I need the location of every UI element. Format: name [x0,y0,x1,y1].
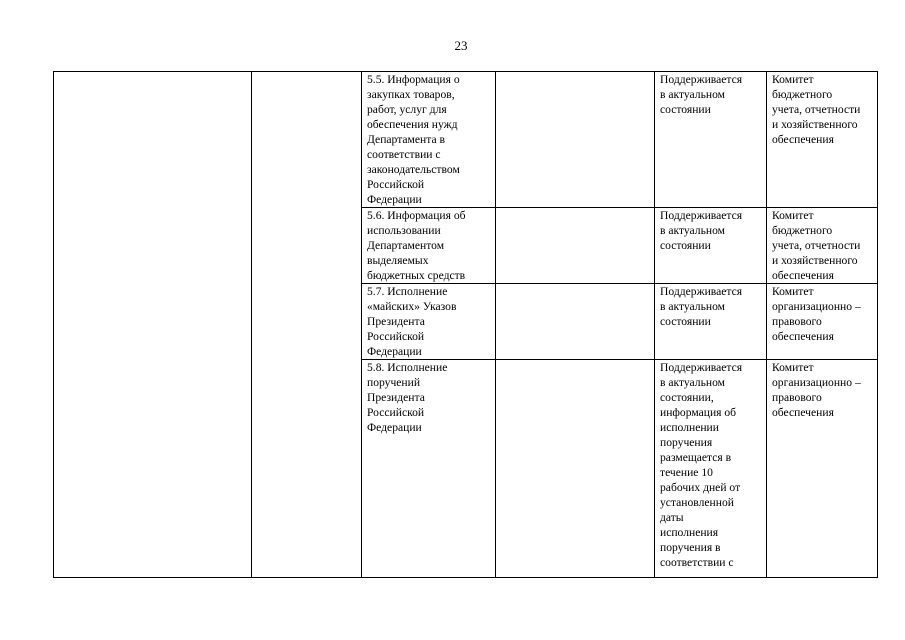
status-cell: Поддерживается в актуальном состоянии [655,208,767,284]
responsible-cell: Комитет организационно – правового обеспечения [767,284,878,360]
empty-cell-column-4 [496,360,655,578]
information-table [53,71,878,578]
responsible-cell: Комитет организационно – правового обеспечения [767,360,878,578]
section-cell: 5.6. Информация об использовании Департаментом выделяемых бюджетных средств [362,208,496,284]
page-number: 23 [454,38,468,53]
table-row [54,72,878,208]
section-cell: 5.8. Исполнение поручений Президента Российской Федерации [362,360,496,578]
responsible-cell: Комитет бюджетного учета, отчетности и хозяйственного обеспечения [767,72,878,208]
empty-cell-column-4 [496,72,655,208]
empty-cell-column-2 [252,72,362,578]
responsible-cell: Комитет бюджетного учета, отчетности и хозяйственного обеспечения [767,208,878,284]
empty-cell-column-1 [54,72,252,578]
section-cell: 5.7. Исполнение «майских» Указов Президента Российской Федерации [362,284,496,360]
status-cell: Поддерживается в актуальном состоянии [655,72,767,208]
status-cell: Поддерживается в актуальном состоянии [655,284,767,360]
empty-cell-column-4 [496,208,655,284]
status-cell: Поддерживается в актуальном состоянии, информация об исполнении поручения размещается в течение 10 рабочих дней от установленной даты исполнения поручения в соответствии с [655,360,767,578]
empty-cell-column-4 [496,284,655,360]
section-cell: 5.5. Информация о закупках товаров, работ, услуг для обеспечения нужд Департамента в соответствии с законодательством Российской Федерации [362,72,496,208]
